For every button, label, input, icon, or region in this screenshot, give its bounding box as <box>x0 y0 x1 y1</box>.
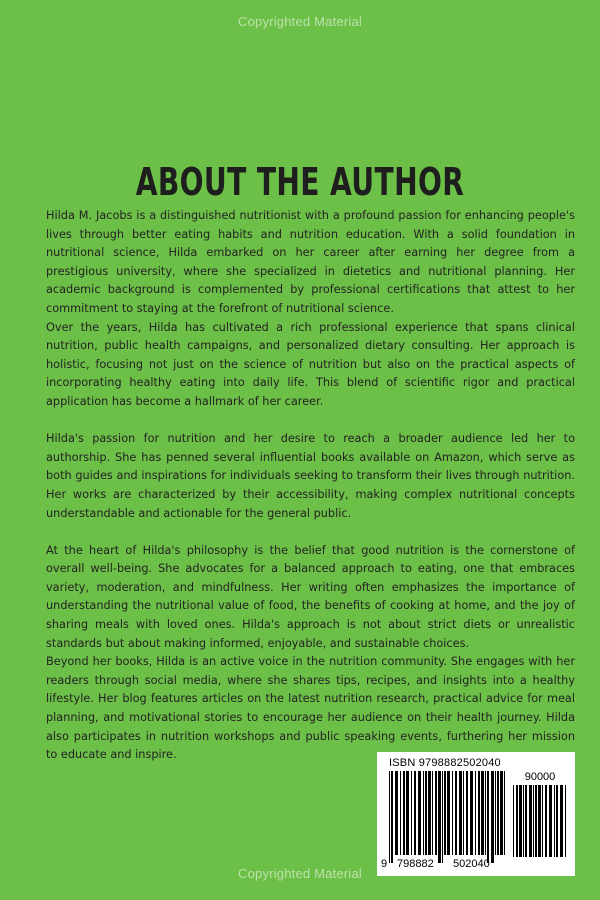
barcode-bar <box>395 771 398 855</box>
barcode-bar <box>423 771 424 855</box>
barcode-bar <box>425 771 427 855</box>
barcode-bar <box>475 771 476 855</box>
barcode-bar <box>414 771 416 855</box>
barcode-bar <box>487 771 489 863</box>
barcode-bar <box>400 771 401 855</box>
barcode-bar <box>549 785 552 857</box>
copyright-watermark-bottom: Copyrighted Material <box>238 866 362 881</box>
barcode-bar <box>500 771 503 855</box>
barcode-bar <box>565 785 566 857</box>
barcode-bar <box>554 785 555 857</box>
barcode-digits-right: 502040 <box>453 858 490 870</box>
barcode-bar <box>560 785 563 857</box>
isbn-barcode-box <box>377 752 575 876</box>
barcode-bar <box>452 771 453 855</box>
barcode-bar <box>459 771 462 855</box>
barcode-bar <box>463 771 464 855</box>
barcode-bar <box>481 771 484 855</box>
bio-paragraph-4: At the heart of Hilda's philosophy is the belief that good nutrition is the cornerstone of overall well-being. She advocates for a balanced approach to eating, one that embraces variety, moderation, and mindfulness. Her writing often emphasizes the importance of understanding the nutritional value of food, the benefits of cooking at home, and the joy of sharing meals with loved ones. Hilda's approach is not about strict diets or unrealistic standards but about making informed, enjoyable, and sustainable choices. <box>46 543 575 650</box>
bio-paragraph-5: Beyond her books, Hilda is an active voice in the nutrition community. She engages with her readers through social media, where she shares tips, recipes, and insights into a healthy lifestyle. Her blog features articles on the latest nutrition research, practical advice for meal planning, and motivational stories to encourage her audience on their health journey. Hilda also participates in nutrition workshops and public speaking events, furthering her mission to educate and inspire. <box>46 655 575 762</box>
barcode-bar <box>538 785 541 857</box>
barcode-bar <box>525 785 527 857</box>
copyright-watermark-top: Copyrighted Material <box>238 14 362 29</box>
barcode-bar <box>497 771 499 855</box>
barcode-bar <box>523 785 524 857</box>
barcode-bar <box>428 771 431 855</box>
bio-paragraph-2: Over the years, Hilda has cultivated a rich professional experience that spans clinical nutrition, public health campaigns, and personalized dietary consulting. Her approach is holistic, focusing not just on the science of nutrition but also on the practical aspects of incorporating healthy eating into daily life. This blend of scientific rigor and practical application has become a hallmark of her career. <box>46 320 575 408</box>
barcode-bar <box>455 771 457 855</box>
barcode-bar <box>442 771 443 863</box>
bio-paragraph-1: Hilda M. Jacobs is a distinguished nutritionist with a profound passion for enhancing people's lives through better eating habits and nutrition education. With a solid foundation in nutritional science, Hilda embarked on her career after earning her degree from a prestigious university, where she specialized in dietetics and nutritional planning. Her academic background is complemented by professional certifications that attest to her commitment to staying at the forefront of nutritional science. <box>46 209 575 315</box>
barcode-bar <box>470 771 473 855</box>
addon-barcode <box>511 785 569 865</box>
barcode-bar <box>466 771 468 855</box>
barcode-bar <box>556 785 558 857</box>
section-title: ABOUT THE AUTHOR <box>135 160 465 204</box>
barcode-digit-first: 9 <box>381 858 388 870</box>
barcode-bar <box>435 771 437 855</box>
barcode-bar <box>403 771 405 855</box>
barcode-bar <box>438 771 441 863</box>
barcode-bar <box>478 771 480 855</box>
bio-paragraph-3: Hilda's passion for nutrition and her desire to reach a broader audience led her to authorship. She has penned several influential books available on Amazon, which serve as both guides and inspirations for individuals seeking to transform their lives through nutrition. Her works are characterized by their accessibility, making complex nutritional concepts understandable and actionable for the general public. <box>46 432 575 520</box>
ean13-barcode <box>387 771 507 863</box>
author-bio <box>46 207 575 765</box>
barcode-bar <box>432 771 433 855</box>
barcode-bar <box>545 785 547 857</box>
barcode-bar <box>504 771 505 855</box>
barcode-bar <box>491 771 494 863</box>
barcode-bar <box>542 785 543 857</box>
barcode-bar <box>444 771 446 855</box>
barcode-bar <box>519 785 522 857</box>
barcode-bar <box>389 771 390 863</box>
barcode-bar <box>485 771 486 855</box>
isbn-label: ISBN 9798882502040 <box>389 757 501 769</box>
barcode-addon-number: 90000 <box>524 771 556 783</box>
barcode-bar <box>411 771 412 855</box>
barcode-bar <box>447 771 450 855</box>
barcode-bar <box>495 771 496 855</box>
barcode-bar <box>418 771 421 855</box>
barcode-bar <box>533 785 534 857</box>
barcode-bar <box>513 785 514 857</box>
barcode-digits-left: 798882 <box>397 858 434 870</box>
barcode-bar <box>406 771 409 855</box>
barcode-bar <box>391 771 393 863</box>
barcode-bar <box>535 785 537 857</box>
barcode-bar <box>529 785 532 857</box>
barcode-bar <box>516 785 518 857</box>
